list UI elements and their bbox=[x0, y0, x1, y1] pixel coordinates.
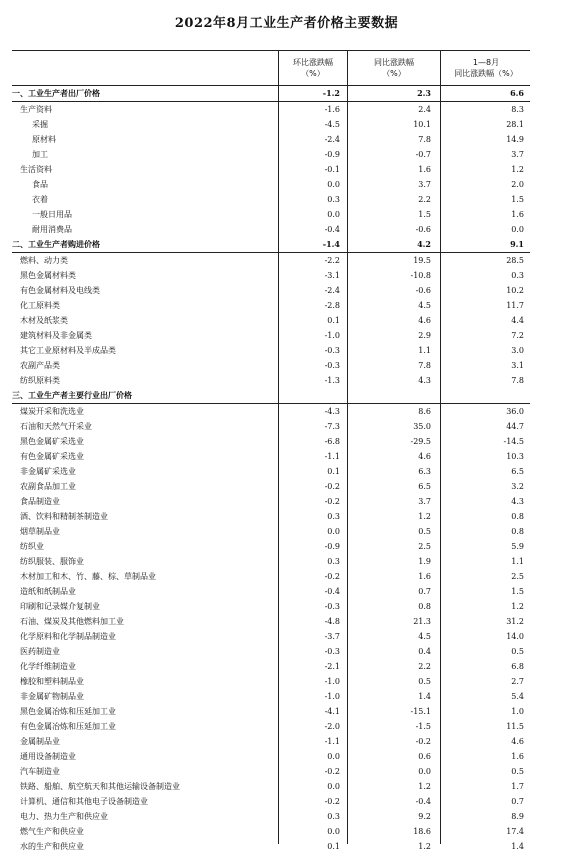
mom-value: -4.1 bbox=[324, 707, 340, 716]
yoy-value: -1.5 bbox=[415, 722, 431, 731]
row-label: 医药制造业 bbox=[20, 647, 60, 656]
mom-value: -1.0 bbox=[324, 677, 340, 686]
yoy-value: 2.4 bbox=[418, 105, 431, 114]
mom-value: -3.7 bbox=[324, 632, 340, 641]
mom-value: -7.3 bbox=[324, 422, 340, 431]
row-label: 木材加工和木、竹、藤、棕、草制品业 bbox=[20, 572, 156, 581]
yoy-value: 7.8 bbox=[418, 361, 431, 370]
mom-value: -0.1 bbox=[324, 165, 340, 174]
row-label: 黑色金属材料类 bbox=[20, 271, 76, 280]
ytd-value: 1.2 bbox=[511, 602, 524, 611]
ytd-value: 0.5 bbox=[511, 767, 524, 776]
table-row bbox=[12, 449, 530, 464]
row-label: 黑色金属冶炼和压延加工业 bbox=[20, 707, 116, 716]
ytd-value: 14.9 bbox=[506, 135, 524, 144]
row-label: 有色金属矿采选业 bbox=[20, 452, 84, 461]
table-row bbox=[12, 373, 530, 388]
row-label: 生产资料 bbox=[20, 105, 52, 114]
row-label: 农副食品加工业 bbox=[20, 482, 76, 491]
ytd-value: 4.3 bbox=[511, 497, 524, 506]
yoy-value: 2.3 bbox=[417, 88, 431, 98]
row-label: 金属制品业 bbox=[20, 737, 60, 746]
ytd-value: 2.7 bbox=[511, 677, 524, 686]
header-yoy: 同比涨跌幅 （%） bbox=[347, 51, 440, 85]
yoy-value: 4.5 bbox=[418, 301, 431, 310]
table-row bbox=[12, 674, 530, 689]
ytd-value: 14.0 bbox=[506, 632, 524, 641]
row-label: 造纸和纸制品业 bbox=[20, 587, 76, 596]
mom-value: -0.9 bbox=[324, 542, 340, 551]
row-label: 一、工业生产者出厂价格 bbox=[12, 89, 100, 98]
mom-value: -0.3 bbox=[324, 346, 340, 355]
ytd-value: 7.2 bbox=[511, 331, 524, 340]
row-label: 有色金属冶炼和压延加工业 bbox=[20, 722, 116, 731]
yoy-value: 1.2 bbox=[418, 512, 431, 521]
table-row bbox=[12, 268, 530, 283]
ytd-value: 9.1 bbox=[510, 239, 524, 249]
ytd-value: 1.7 bbox=[511, 782, 524, 791]
table-row bbox=[12, 764, 530, 779]
ytd-value: 4.6 bbox=[511, 737, 524, 746]
row-label: 酒、饮料和精制茶制造业 bbox=[20, 512, 108, 521]
mom-value: -0.2 bbox=[324, 497, 340, 506]
ytd-value: 28.5 bbox=[506, 256, 524, 265]
price-data-table bbox=[12, 50, 530, 854]
table-row bbox=[12, 162, 530, 177]
table-row bbox=[12, 419, 530, 434]
header-mom: 环比涨跌幅 （%） bbox=[278, 51, 347, 85]
ytd-value: 10.3 bbox=[506, 452, 524, 461]
yoy-value: 1.2 bbox=[418, 782, 431, 791]
row-label: 铁路、船舶、航空航天和其他运输设备制造业 bbox=[20, 782, 180, 791]
section-row bbox=[12, 237, 530, 253]
yoy-value: 0.5 bbox=[418, 527, 431, 536]
row-label: 黑色金属矿采选业 bbox=[20, 437, 84, 446]
mom-value: -1.6 bbox=[324, 105, 340, 114]
table-row bbox=[12, 328, 530, 343]
table-row bbox=[12, 343, 530, 358]
yoy-value: 6.3 bbox=[418, 467, 431, 476]
row-label: 纺织原料类 bbox=[20, 376, 60, 385]
table-header bbox=[12, 50, 530, 86]
mom-value: 0.0 bbox=[327, 782, 340, 791]
mom-value: -0.2 bbox=[324, 482, 340, 491]
row-label: 水的生产和供应业 bbox=[20, 842, 84, 851]
table-row bbox=[12, 147, 530, 162]
yoy-value: 0.7 bbox=[418, 587, 431, 596]
ytd-value: 0.5 bbox=[511, 647, 524, 656]
row-label: 耐用消费品 bbox=[32, 225, 72, 234]
table-row bbox=[12, 839, 530, 854]
ytd-value: 0.8 bbox=[511, 527, 524, 536]
row-label: 纺织业 bbox=[20, 542, 44, 551]
yoy-value: 0.6 bbox=[418, 752, 431, 761]
ytd-value: 11.7 bbox=[506, 301, 524, 310]
ytd-value: 44.7 bbox=[506, 422, 524, 431]
section-row bbox=[12, 86, 530, 102]
yoy-value: 1.2 bbox=[418, 842, 431, 851]
ytd-value: 3.0 bbox=[511, 346, 524, 355]
yoy-value: 2.2 bbox=[418, 662, 431, 671]
yoy-value: 2.9 bbox=[418, 331, 431, 340]
table-row bbox=[12, 539, 530, 554]
ytd-value: 3.7 bbox=[511, 150, 524, 159]
yoy-value: -0.7 bbox=[415, 150, 431, 159]
ytd-value: 8.9 bbox=[511, 812, 524, 821]
yoy-value: 4.6 bbox=[418, 452, 431, 461]
row-label: 烟草制品业 bbox=[20, 527, 60, 536]
ytd-value: 1.5 bbox=[511, 587, 524, 596]
row-label: 煤炭开采和洗选业 bbox=[20, 407, 84, 416]
row-label: 石油和天然气开采业 bbox=[20, 422, 92, 431]
mom-value: -1.0 bbox=[324, 331, 340, 340]
yoy-value: -29.5 bbox=[410, 437, 431, 446]
yoy-value: 18.6 bbox=[413, 827, 431, 836]
mom-value: 0.0 bbox=[327, 180, 340, 189]
mom-value: 0.0 bbox=[327, 527, 340, 536]
ytd-value: 3.2 bbox=[511, 482, 524, 491]
yoy-value: 1.6 bbox=[418, 572, 431, 581]
ytd-value: 5.9 bbox=[511, 542, 524, 551]
row-label: 燃料、动力类 bbox=[20, 256, 68, 265]
mom-value: -0.3 bbox=[324, 647, 340, 656]
table-row bbox=[12, 177, 530, 192]
mom-value: 0.0 bbox=[327, 827, 340, 836]
table-row bbox=[12, 117, 530, 132]
table-row bbox=[12, 404, 530, 419]
table-row bbox=[12, 464, 530, 479]
mom-value: -1.4 bbox=[322, 239, 340, 249]
row-label: 三、工业生产者主要行业出厂价格 bbox=[12, 391, 132, 400]
yoy-value: -10.8 bbox=[410, 271, 431, 280]
mom-value: -0.3 bbox=[324, 602, 340, 611]
column-divider bbox=[347, 84, 348, 844]
mom-value: -0.3 bbox=[324, 361, 340, 370]
ytd-value: 0.3 bbox=[511, 271, 524, 280]
row-label: 橡胶和塑料制品业 bbox=[20, 677, 84, 686]
yoy-value: 3.7 bbox=[418, 497, 431, 506]
row-label: 原材料 bbox=[32, 135, 56, 144]
ytd-value: 1.2 bbox=[511, 165, 524, 174]
yoy-value: -0.2 bbox=[415, 737, 431, 746]
ytd-value: 1.6 bbox=[511, 210, 524, 219]
page-title: 2022年8月工业生产者价格主要数据 bbox=[174, 16, 399, 31]
yoy-value: 1.4 bbox=[418, 692, 431, 701]
mom-value: 0.3 bbox=[327, 812, 340, 821]
yoy-value: 8.6 bbox=[418, 407, 431, 416]
ytd-value: 0.7 bbox=[511, 797, 524, 806]
yoy-value: 1.6 bbox=[418, 165, 431, 174]
row-label: 石油、煤炭及其他燃料加工业 bbox=[20, 617, 124, 626]
ytd-value: 2.0 bbox=[511, 180, 524, 189]
table-row bbox=[12, 298, 530, 313]
mom-value: 0.0 bbox=[327, 210, 340, 219]
row-label: 加工 bbox=[32, 150, 48, 159]
table-row bbox=[12, 749, 530, 764]
ytd-value: 2.5 bbox=[511, 572, 524, 581]
ytd-value: 6.5 bbox=[511, 467, 524, 476]
ytd-value: 0.0 bbox=[511, 225, 524, 234]
yoy-value: 3.7 bbox=[418, 180, 431, 189]
mom-value: -0.4 bbox=[324, 587, 340, 596]
table-row bbox=[12, 283, 530, 298]
mom-value: 0.3 bbox=[327, 195, 340, 204]
table-row bbox=[12, 509, 530, 524]
ytd-value: 0.8 bbox=[511, 512, 524, 521]
table-row bbox=[12, 629, 530, 644]
mom-value: -0.2 bbox=[324, 797, 340, 806]
yoy-value: -15.1 bbox=[410, 707, 431, 716]
ytd-value: 8.3 bbox=[511, 105, 524, 114]
row-label: 电力、热力生产和供应业 bbox=[20, 812, 108, 821]
mom-value: 0.1 bbox=[327, 842, 340, 851]
mom-value: 0.0 bbox=[327, 752, 340, 761]
yoy-value: 0.4 bbox=[418, 647, 431, 656]
ytd-value: 1.5 bbox=[511, 195, 524, 204]
table-row bbox=[12, 614, 530, 629]
ytd-value: 11.5 bbox=[506, 722, 524, 731]
table-body bbox=[12, 86, 530, 854]
mom-value: -4.8 bbox=[324, 617, 340, 626]
yoy-value: 1.1 bbox=[418, 346, 431, 355]
mom-value: -1.1 bbox=[324, 737, 340, 746]
row-label: 一般日用品 bbox=[32, 210, 72, 219]
table-row bbox=[12, 824, 530, 839]
yoy-value: 2.2 bbox=[418, 195, 431, 204]
ytd-value: 5.4 bbox=[511, 692, 524, 701]
ytd-value: 6.6 bbox=[510, 88, 524, 98]
ytd-value: 28.1 bbox=[506, 120, 524, 129]
yoy-value: 4.3 bbox=[418, 376, 431, 385]
mom-value: -2.4 bbox=[324, 286, 340, 295]
yoy-value: 9.2 bbox=[418, 812, 431, 821]
table-row bbox=[12, 192, 530, 207]
section-row bbox=[12, 388, 530, 404]
table-row bbox=[12, 584, 530, 599]
yoy-value: 7.8 bbox=[418, 135, 431, 144]
row-label: 其它工业原材料及半成品类 bbox=[20, 346, 116, 355]
table-row bbox=[12, 569, 530, 584]
table-row bbox=[12, 358, 530, 373]
mom-value: -2.2 bbox=[324, 256, 340, 265]
yoy-value: 21.3 bbox=[413, 617, 431, 626]
row-label: 纺织服装、服饰业 bbox=[20, 557, 84, 566]
row-label: 衣着 bbox=[32, 195, 48, 204]
column-divider bbox=[278, 84, 279, 844]
table-row bbox=[12, 494, 530, 509]
row-label: 食品制造业 bbox=[20, 497, 60, 506]
table-row bbox=[12, 794, 530, 809]
row-label: 非金属矿物制品业 bbox=[20, 692, 84, 701]
yoy-value: 0.0 bbox=[418, 767, 431, 776]
yoy-value: -0.6 bbox=[415, 225, 431, 234]
table-row bbox=[12, 599, 530, 614]
row-label: 计算机、通信和其他电子设备制造业 bbox=[20, 797, 148, 806]
ytd-value: 36.0 bbox=[506, 407, 524, 416]
ytd-value: -14.5 bbox=[503, 437, 524, 446]
yoy-value: 1.9 bbox=[418, 557, 431, 566]
table-row bbox=[12, 659, 530, 674]
table-row bbox=[12, 253, 530, 268]
mom-value: -2.1 bbox=[324, 662, 340, 671]
ytd-value: 10.2 bbox=[506, 286, 524, 295]
table-row bbox=[12, 689, 530, 704]
row-label: 二、工业生产者购进价格 bbox=[12, 240, 100, 249]
ytd-value: 1.4 bbox=[511, 842, 524, 851]
mom-value: -4.5 bbox=[324, 120, 340, 129]
row-label: 农副产品类 bbox=[20, 361, 60, 370]
mom-value: -0.2 bbox=[324, 572, 340, 581]
table-row bbox=[12, 719, 530, 734]
row-label: 化工原料类 bbox=[20, 301, 60, 310]
row-label: 印刷和记录媒介复制业 bbox=[20, 602, 100, 611]
row-label: 非金属矿采选业 bbox=[20, 467, 76, 476]
yoy-value: 6.5 bbox=[418, 482, 431, 491]
mom-value: -1.2 bbox=[322, 88, 340, 98]
ytd-value: 17.4 bbox=[506, 827, 524, 836]
yoy-value: 0.5 bbox=[418, 677, 431, 686]
mom-value: -2.4 bbox=[324, 135, 340, 144]
mom-value: -6.8 bbox=[324, 437, 340, 446]
yoy-value: 0.8 bbox=[418, 602, 431, 611]
ytd-value: 7.8 bbox=[511, 376, 524, 385]
column-divider bbox=[440, 84, 441, 844]
row-label: 建筑材料及非金属类 bbox=[20, 331, 92, 340]
yoy-value: 19.5 bbox=[413, 256, 431, 265]
mom-value: -1.3 bbox=[324, 376, 340, 385]
row-label: 生活资料 bbox=[20, 165, 52, 174]
mom-value: 0.3 bbox=[327, 557, 340, 566]
table-row bbox=[12, 132, 530, 147]
table-row bbox=[12, 704, 530, 719]
row-label: 食品 bbox=[32, 180, 48, 189]
row-label: 木材及纸浆类 bbox=[20, 316, 68, 325]
row-label: 汽车制造业 bbox=[20, 767, 60, 776]
ytd-value: 6.8 bbox=[511, 662, 524, 671]
yoy-value: 10.1 bbox=[413, 120, 431, 129]
table-row bbox=[12, 479, 530, 494]
ytd-value: 31.2 bbox=[506, 617, 524, 626]
ytd-value: 1.6 bbox=[511, 752, 524, 761]
yoy-value: -0.6 bbox=[415, 286, 431, 295]
mom-value: -1.0 bbox=[324, 692, 340, 701]
header-ytd: 1—8月 同比涨跌幅（%） bbox=[440, 51, 531, 85]
row-label: 有色金属材料及电线类 bbox=[20, 286, 100, 295]
row-label: 化学纤维制造业 bbox=[20, 662, 76, 671]
mom-value: 0.1 bbox=[327, 316, 340, 325]
yoy-value: 4.5 bbox=[418, 632, 431, 641]
ytd-value: 4.4 bbox=[511, 316, 524, 325]
table-row bbox=[12, 779, 530, 794]
yoy-value: 35.0 bbox=[413, 422, 431, 431]
mom-value: -2.0 bbox=[324, 722, 340, 731]
table-row bbox=[12, 434, 530, 449]
yoy-value: 4.2 bbox=[417, 239, 431, 249]
ytd-value: 3.1 bbox=[511, 361, 524, 370]
table-row bbox=[12, 102, 530, 117]
mom-value: -4.3 bbox=[324, 407, 340, 416]
yoy-value: 2.5 bbox=[418, 542, 431, 551]
ytd-value: 1.0 bbox=[511, 707, 524, 716]
table-row bbox=[12, 809, 530, 824]
row-label: 通用设备制造业 bbox=[20, 752, 76, 761]
table-row bbox=[12, 554, 530, 569]
ytd-value: 1.1 bbox=[511, 557, 524, 566]
yoy-value: 1.5 bbox=[418, 210, 431, 219]
table-row bbox=[12, 734, 530, 749]
yoy-value: -0.4 bbox=[415, 797, 431, 806]
table-row bbox=[12, 313, 530, 328]
table-row bbox=[12, 644, 530, 659]
table-row bbox=[12, 207, 530, 222]
mom-value: -3.1 bbox=[324, 271, 340, 280]
mom-value: -0.2 bbox=[324, 767, 340, 776]
mom-value: 0.1 bbox=[327, 467, 340, 476]
yoy-value: 4.6 bbox=[418, 316, 431, 325]
mom-value: 0.3 bbox=[327, 512, 340, 521]
row-label: 采掘 bbox=[32, 120, 48, 129]
mom-value: -1.1 bbox=[324, 452, 340, 461]
table-row bbox=[12, 524, 530, 539]
row-label: 化学原料和化学制品制造业 bbox=[20, 632, 116, 641]
mom-value: -2.8 bbox=[324, 301, 340, 310]
table-row bbox=[12, 222, 530, 237]
row-label: 燃气生产和供应业 bbox=[20, 827, 84, 836]
mom-value: -0.4 bbox=[324, 225, 340, 234]
mom-value: -0.9 bbox=[324, 150, 340, 159]
